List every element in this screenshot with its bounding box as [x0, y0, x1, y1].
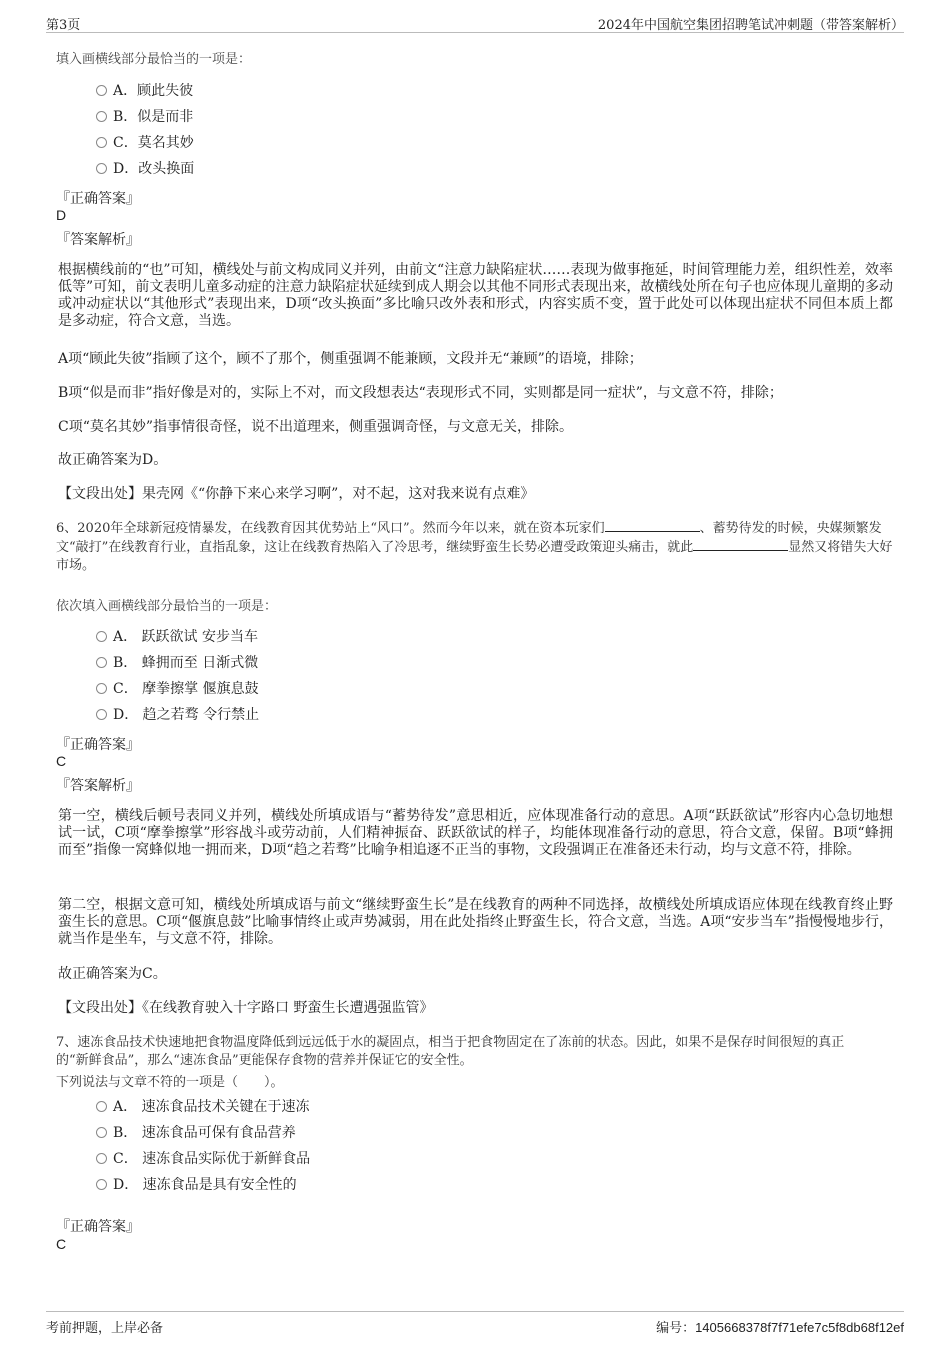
- q7-answer-label: 『正确答案』: [56, 1219, 140, 1235]
- q6-option-a[interactable]: A． 跃跃欲试 安步当车: [96, 627, 258, 647]
- document-id: 编号：1405668378f7f71efe7c5f8db68f12ef: [656, 1320, 904, 1335]
- document-title: 2024年中国航空集团招聘笔试冲刺题（带答案解析）: [597, 18, 904, 33]
- q6-conclusion: 故正确答案为C。: [58, 966, 167, 982]
- q5-answer: D: [56, 207, 67, 223]
- q6-answer-label: 『正确答案』: [56, 737, 140, 753]
- q6-option-d[interactable]: D． 趋之若骛 令行禁止: [96, 705, 259, 725]
- blank-2: [693, 538, 788, 551]
- radio-icon[interactable]: [96, 85, 107, 96]
- radio-icon[interactable]: [96, 111, 107, 122]
- q5-analysis-para-2: A项“顾此失彼”指顾了这个，顾不了那个，侧重强调不能兼顾，文段并无“兼顾”的语境，排除；: [58, 351, 643, 367]
- radio-icon[interactable]: [96, 1179, 107, 1190]
- radio-icon[interactable]: [96, 683, 107, 694]
- q6-analysis-label: 『答案解析』: [56, 778, 140, 794]
- q6-stem: 6、2020年全球新冠疫情暴发，在线教育因其优势站上“风口”。然而今年以来，就在资本玩家们 、蓄势待发的时候，央媒频繁发文“敲打”在线教育行业，直指乱象，这让在线教育热陷入了冷思考，继续野蛮生长势必遭受政策迎头痛击，就此 显然又将错失大好市场。: [56, 521, 893, 573]
- q5-option-d[interactable]: D．改头换面: [96, 159, 194, 179]
- q6-option-c[interactable]: C． 摩拳擦掌 偃旗息鼓: [96, 679, 259, 699]
- q5-analysis-para-1: 根据横线前的“也”可知，横线处与前文构成同义并列，由前文“注意力缺陷症状……表现为做事拖延，时间管理能力差，组织性差，效率低等”可知，前文表明儿童多动症的注意力缺陷症状延续到成人期会以其他不同形式表现出来，故横线处所在句子也应体现儿童期的多动或冲动症状以“其他形式”表现出来，D项“改头换面”多比喻只改外表和形式，内容实质不变，置于此处可以体现出症状不同但本质上都是多动症，符合文意，当选。: [58, 262, 893, 329]
- radio-icon[interactable]: [96, 709, 107, 720]
- q6-source: 【文段出处】《在线教育驶入十字路口 野蛮生长遭遇强监管》: [58, 1000, 434, 1016]
- radio-icon[interactable]: [96, 163, 107, 174]
- q5-source: 【文段出处】果壳网《“你静下来心来学习啊”，对不起，这对我来说有点难》: [58, 486, 535, 502]
- q7-stem: 7、速冻食品技术快速地把食物温度降低到远远低于水的凝固点，相当于把食物固定在了冻前的状态。因此，如果不是保存时间很短的真正的“新鲜食品”，那么“速冻食品”更能保存食物的营养并保证它的安全性。: [56, 1035, 845, 1068]
- page-number: 第3页: [46, 18, 81, 33]
- q5-analysis-para-3: B项“似是而非”指好像是对的，实际上不对，而文段想表达“表现形式不同，实则都是同一症状”，与文意不符，排除；: [58, 385, 783, 401]
- footer-slogan: 考前押题，上岸必备: [46, 1321, 164, 1336]
- q5-answer-label: 『正确答案』: [56, 191, 140, 207]
- q7-option-a[interactable]: A． 速冻食品技术关键在于速冻: [96, 1097, 310, 1117]
- q7-answer: C: [56, 1236, 67, 1252]
- q5-conclusion: 故正确答案为D。: [58, 452, 168, 468]
- radio-icon[interactable]: [96, 1127, 107, 1138]
- q5-prompt: 填入画横线部分最恰当的一项是：: [56, 52, 252, 67]
- q5-analysis-para-4: C项“莫名其妙”指事情很奇怪，说不出道理来，侧重强调奇怪，与文意无关，排除。: [58, 419, 574, 435]
- radio-icon[interactable]: [96, 1101, 107, 1112]
- radio-icon[interactable]: [96, 1153, 107, 1164]
- q5-option-b[interactable]: B．似是而非: [96, 107, 193, 127]
- radio-icon[interactable]: [96, 657, 107, 668]
- q5-option-a[interactable]: A．顾此失彼: [96, 81, 193, 101]
- q6-analysis-para-2: 第二空，根据文意可知，横线处所填成语与前文“继续野蛮生长”是在线教育的两种不同选择，故横线处所填成语应体现在线教育终止野蛮生长的意思。C项“偃旗息鼓”比喻事情终止或声势减弱，用在此处指终止野蛮生长，符合文意，当选。A项“安步当车”指慢慢地步行，就当作是坐车，与文意不符，排除。: [58, 897, 893, 947]
- q7-option-c[interactable]: C． 速冻食品实际优于新鲜食品: [96, 1149, 310, 1169]
- q7-option-d[interactable]: D． 速冻食品是具有安全性的: [96, 1175, 297, 1195]
- q5-option-c[interactable]: C．莫名其妙: [96, 133, 194, 153]
- blank-1: [605, 519, 700, 532]
- q7-option-b[interactable]: B． 速冻食品可保有食品营养: [96, 1123, 296, 1143]
- q5-analysis-label: 『答案解析』: [56, 232, 140, 248]
- page-header: [46, 12, 904, 33]
- radio-icon[interactable]: [96, 631, 107, 642]
- q6-analysis-para-1: 第一空，横线后顿号表同义并列，横线处所填成语与“蓄势待发”意思相近，应体现准备行动的意思。A项“跃跃欲试”形容内心急切地想试一试，C项“摩拳擦掌”形容战斗或劳动前，人们精神振奋、跃跃欲试的样子，均能体现准备行动的意思，符合文意，保留。B项“蜂拥而至”指像一窝蜂似地一拥而来，D项“趋之若骛”比喻争相追逐不正当的事物，文段强调正在准备还未行动，均与文意不符，排除。: [58, 808, 893, 858]
- q7-prompt: 下列说法与文章不符的一项是（ ）。: [56, 1075, 284, 1090]
- page-footer: [46, 1311, 904, 1336]
- q6-option-b[interactable]: B． 蜂拥而至 日渐式微: [96, 653, 258, 673]
- radio-icon[interactable]: [96, 137, 107, 148]
- q6-answer: C: [56, 753, 67, 769]
- q6-prompt: 依次填入画横线部分最恰当的一项是：: [56, 599, 278, 614]
